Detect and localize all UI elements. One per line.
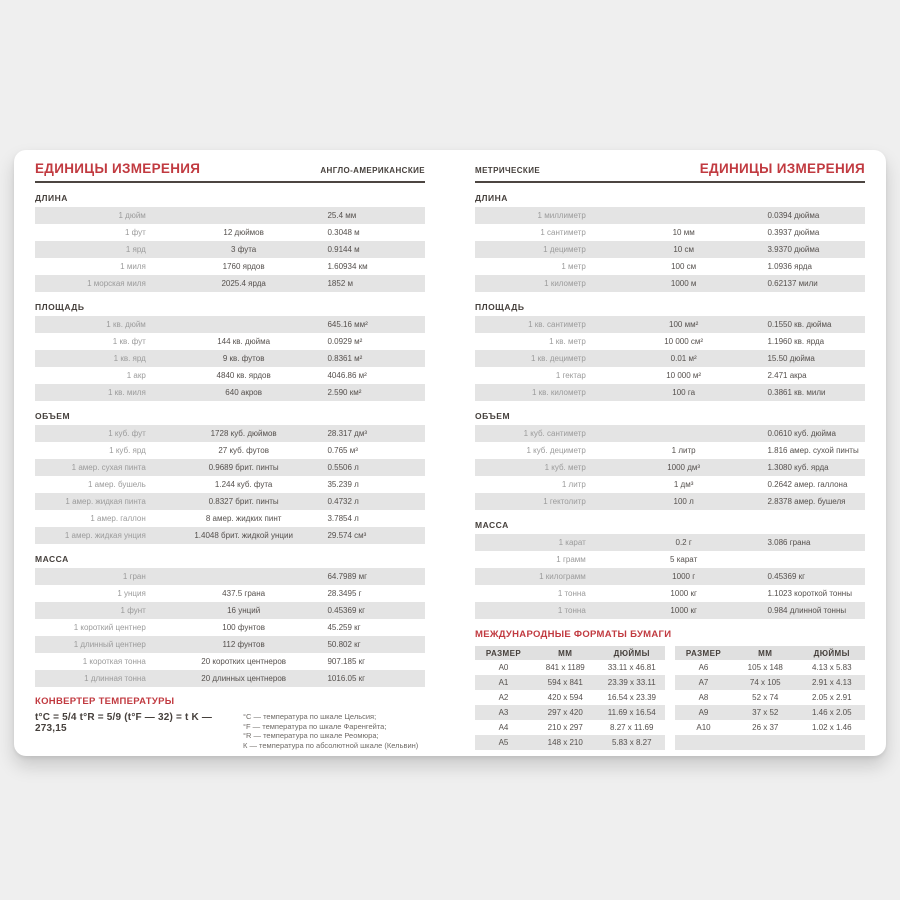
value-cell: 0.2642 амер. галлона [767,480,848,489]
value-cell: 0.9144 м [327,245,360,254]
equivalent-cell: 10 000 см² [664,337,704,346]
value-cell: 1.3080 куб. ярда [767,463,829,472]
section-heading: МАССА [475,520,509,530]
equivalent-cell: 20 коротких центнеров [201,657,287,666]
table-row [475,367,865,384]
unit-cell: 1 миля [120,262,146,271]
temperature-body [35,712,425,750]
table-row [35,619,425,636]
mm-cell: 74 x 105 [749,678,781,687]
value-cell: 0.8361 м² [327,354,363,363]
conversion-table [35,316,425,401]
column-header-mm: ММ [558,648,573,658]
unit-cell: 1 килограмм [539,572,586,581]
value-cell: 28.317 дм³ [327,429,368,438]
mm-cell: 52 x 74 [752,693,779,702]
mm-cell: 105 x 148 [747,663,783,672]
equivalent-cell: 16 унций [227,606,261,615]
inches-cell: 4.13 x 5.83 [811,663,852,672]
section-heading: ДЛИНА [475,193,508,203]
unit-cell: 1 гектолитр [543,497,586,506]
format-cell: A4 [498,723,509,732]
table-row [35,258,425,275]
unit-cell: 1 длинная тонна [84,674,146,683]
table-row [35,602,425,619]
inches-cell: 16.54 x 23.39 [607,693,656,702]
conversion-table [475,534,865,619]
table-row [35,585,425,602]
unit-cell: 1 кв. фут [112,337,146,346]
page-title: ЕДИНИЦЫ ИЗМЕРЕНИЯ [699,161,865,176]
table-row [675,690,865,705]
unit-cell: 1 тонна [557,589,586,598]
table-row [475,720,665,735]
unit-cell: 1 литр [561,480,586,489]
page-title: ЕДИНИЦЫ ИЗМЕРЕНИЯ [35,161,201,176]
unit-cell: 1 кв. дециметр [530,354,586,363]
unit-cell: 1 унция [117,589,146,598]
unit-cell: 1 длинный центнер [73,640,146,649]
unit-cell: 1 кв. миля [107,388,146,397]
paper-table-body [475,660,665,750]
value-cell: 1.1023 короткой тонны [767,589,852,598]
value-cell: 25.4 мм [327,211,357,220]
unit-cell: 1 фут [124,228,146,237]
table-row [475,660,665,675]
inches-cell: 11.69 x 16.54 [607,708,656,717]
equivalent-cell: 1 литр [671,446,696,455]
section-volume-metric [475,401,865,510]
paper-table-a0-a5 [475,646,665,750]
equivalent-cell: 100 л [673,497,694,506]
format-cell: A3 [498,708,509,717]
equivalent-cell: 1.4048 брит. жидкой унции [194,531,293,540]
unit-cell: 1 кв. дюйм [106,320,146,329]
value-cell: 4046.86 м² [327,371,367,380]
unit-cell: 1 куб. фут [108,429,146,438]
paper-formats-heading: МЕЖДУНАРОДНЫЕ ФОРМАТЫ БУМАГИ [475,629,672,640]
section-mass-imperial [35,544,425,687]
conversion-table [475,207,865,292]
inches-cell: 33.11 x 46.81 [607,663,656,672]
unit-cell: 1 карат [558,538,586,547]
section-heading: ОБЪЕМ [475,411,511,421]
table-row [675,675,865,690]
paper-formats [475,619,865,750]
value-cell: 0.4732 л [327,497,359,506]
table-row [35,442,425,459]
table-row [475,476,865,493]
table-row [35,527,425,544]
equivalent-cell: 1000 кг [670,589,697,598]
equivalent-cell: 12 дюймов [223,228,264,237]
unit-cell: 1 метр [561,262,586,271]
table-row [35,367,425,384]
table-row [35,476,425,493]
value-cell: 645.16 мм² [327,320,368,329]
format-cell: A6 [698,663,709,672]
page-left [35,158,425,756]
temperature-formula: t°C = 5/4 t°R = 5/9 (t°F — 32) = t K — 273,15 [35,712,213,734]
table-row [35,224,425,241]
equivalent-cell: 100 мм² [669,320,699,329]
equivalent-cell: 1000 дм³ [667,463,701,472]
temperature-converter [35,687,425,750]
conversion-table [475,425,865,510]
equivalent-cell: 1.244 куб. фута [214,480,273,489]
section-heading: ПЛОЩАДЬ [475,302,525,312]
section-heading: МАССА [35,554,69,564]
value-cell: 0.3861 кв. мили [767,388,826,397]
table-row [35,670,425,687]
value-cell: 64.7989 мг [327,572,368,581]
value-cell: 45.259 кг [327,623,361,632]
table-row [35,459,425,476]
table-row [475,705,665,720]
page-subtitle: АНГЛО-АМЕРИКАНСКИЕ [320,166,425,175]
equivalent-cell: 10 мм [672,228,695,237]
unit-cell: 1 фунт [120,606,146,615]
value-cell: 1.816 амер. сухой пинты [767,446,859,455]
table-row [35,241,425,258]
page-right [475,158,865,756]
inches-cell: 2.91 x 4.13 [811,678,852,687]
unit-cell: 1 кв. сантиметр [528,320,586,329]
mm-cell: 841 x 1189 [545,663,585,672]
table-row [35,510,425,527]
format-cell: A2 [498,693,509,702]
conversion-table [475,316,865,401]
value-cell: 2.8378 амер. бушеля [767,497,846,506]
value-cell: 28.3495 г [327,589,362,598]
equivalent-cell: 9 кв. футов [222,354,265,363]
unit-cell: 1 ярд [125,245,146,254]
value-cell: 0.3048 м [327,228,360,237]
equivalent-cell: 5 карат [670,555,698,564]
table-row [475,425,865,442]
equivalent-cell: 640 акров [225,388,262,397]
value-cell: 0.45369 кг [327,606,366,615]
temperature-note: °F — температура по шкале Фаренгейта; [243,721,387,731]
format-cell: A10 [696,723,711,732]
table-row [475,568,865,585]
mm-cell: 297 x 420 [547,708,583,717]
equivalent-cell: 1000 м [670,279,697,288]
value-cell: 0.1550 кв. дюйма [767,320,832,329]
table-row [475,585,865,602]
value-cell: 0.62137 мили [767,279,818,288]
value-cell: 0.984 длинной тонны [767,606,847,615]
value-cell: 0.0394 дюйма [767,211,820,220]
table-row [675,735,865,750]
table-row [475,602,865,619]
value-cell: 1016.05 кг [327,674,366,683]
value-cell: 2.590 км² [327,388,362,397]
table-row [475,442,865,459]
equivalent-cell: 27 куб. футов [218,446,269,455]
value-cell: 35.239 л [327,480,359,489]
unit-cell: 1 короткий центнер [73,623,146,632]
unit-cell: 1 амер. сухая пинта [71,463,146,472]
table-row [475,241,865,258]
value-cell: 0.5506 л [327,463,359,472]
equivalent-cell: 8 амер. жидких пинт [205,514,282,523]
table-row [475,735,665,750]
planner-spread [14,150,886,756]
unit-cell: 1 куб. сантиметр [523,429,586,438]
equivalent-cell: 0.2 г [675,538,692,547]
mm-cell: 26 x 37 [752,723,779,732]
value-cell: 0.0610 куб. дюйма [767,429,836,438]
equivalent-cell: 3 фута [231,245,257,254]
equivalent-cell: 144 кв. дюйма [217,337,271,346]
column-header-inches: ДЮЙМЫ [613,648,650,658]
unit-cell: 1 дециметр [543,245,586,254]
section-heading: ПЛОЩАДЬ [35,302,85,312]
value-cell: 1.0936 ярда [767,262,812,271]
unit-cell: 1 амер. галлон [90,514,146,523]
conversion-table [35,207,425,292]
section-volume-imperial [35,401,425,544]
temperature-note: °C — температура по шкале Цельсия; [243,712,377,721]
table-row [475,350,865,367]
unit-cell: 1 кв. ярд [113,354,146,363]
unit-cell: 1 короткая тонна [82,657,146,666]
value-cell: 907.185 кг [327,657,366,666]
conversion-table [35,425,425,544]
section-length-imperial [35,183,425,292]
table-row [35,653,425,670]
table-row [475,275,865,292]
unit-cell: 1 сантиметр [540,228,586,237]
table-row [475,384,865,401]
equivalent-cell: 100 га [672,388,696,397]
format-cell: A8 [698,693,709,702]
mm-cell: 420 x 594 [547,693,583,702]
inches-cell: 1.02 x 1.46 [811,723,852,732]
format-cell: A1 [498,678,509,687]
inches-cell: 23.39 x 33.11 [607,678,656,687]
value-cell: 1.60934 км [327,262,368,271]
value-cell: 0.45369 кг [767,572,806,581]
mm-cell: 148 x 210 [547,738,583,747]
conversion-table [35,568,425,687]
table-row [35,350,425,367]
table-row [475,207,865,224]
equivalent-cell: 2025.4 ярда [221,279,266,288]
table-row [35,384,425,401]
unit-cell: 1 дюйм [118,211,146,220]
unit-cell: 1 акр [126,371,146,380]
equivalent-cell: 0.9689 брит. пинты [208,463,279,472]
equivalent-cell: 10 000 м² [666,371,702,380]
inches-cell: 2.05 x 2.91 [811,693,852,702]
page-left-header [35,158,425,176]
table-row [35,316,425,333]
table-row [475,534,865,551]
mm-cell: 594 x 841 [547,678,583,687]
equivalent-cell: 100 см [671,262,697,271]
unit-cell: 1 гран [122,572,146,581]
unit-cell: 1 куб. дециметр [526,446,586,455]
table-row [475,316,865,333]
section-heading: ДЛИНА [35,193,68,203]
equivalent-cell: 112 фунтов [222,640,265,649]
mm-cell: 210 x 297 [547,723,583,732]
equivalent-cell: 1000 кг [670,606,697,615]
paper-table-body [675,660,865,750]
format-cell: A7 [698,678,709,687]
table-row [475,258,865,275]
value-cell: 1.1960 кв. ярда [767,337,825,346]
mm-cell: 37 x 52 [752,708,779,717]
unit-cell: 1 куб. ярд [109,446,146,455]
inches-cell: 1.46 x 2.05 [811,708,852,717]
value-cell: 0.3937 дюйма [767,228,820,237]
unit-cell: 1 грамм [556,555,586,564]
section-length-metric [475,183,865,292]
unit-cell: 1 миллиметр [537,211,586,220]
table-row [475,493,865,510]
table-row [35,207,425,224]
equivalent-cell: 437.5 грана [222,589,266,598]
temperature-note: °R — температура по шкале Реомюра; [243,731,379,740]
section-heading: ОБЪЕМ [35,411,71,421]
table-row [35,333,425,350]
paper-table-a6-a10 [675,646,865,750]
value-cell: 0.0929 м² [327,337,363,346]
equivalent-cell: 1728 куб. дюймов [210,429,277,438]
paper-table-header [475,646,665,660]
value-cell: 1852 м [327,279,354,288]
table-row [675,705,865,720]
table-row [475,333,865,350]
temperature-note: К — температура по абсолютной шкале (Кельвин) [243,740,419,750]
table-row [35,636,425,653]
table-row [475,551,865,568]
value-cell: 50.802 кг [327,640,361,649]
paper-format-tables [475,646,865,750]
section-area-imperial [35,292,425,401]
unit-cell: 1 амер. жидкая унция [64,531,146,540]
value-cell: 3.086 грана [767,538,811,547]
unit-cell: 1 куб. метр [544,463,586,472]
column-header-size: РАЗМЕР [685,648,722,658]
unit-cell: 1 амер. жидкая пинта [65,497,146,506]
table-row [475,675,665,690]
format-cell: A9 [698,708,709,717]
equivalent-cell: 0.8327 брит. пинты [208,497,279,506]
format-cell: A0 [498,663,509,672]
unit-cell: 1 километр [544,279,586,288]
table-row [35,425,425,442]
equivalent-cell: 1760 ярдов [222,262,265,271]
unit-cell: 1 кв. метр [549,337,586,346]
table-row [475,459,865,476]
table-row [35,568,425,585]
unit-cell: 1 тонна [557,606,586,615]
section-area-metric [475,292,865,401]
value-cell: 3.7854 л [327,514,359,523]
unit-cell: 1 амер. бушель [87,480,146,489]
equivalent-cell: 0.01 м² [670,354,697,363]
page-right-header [475,158,865,176]
equivalent-cell: 1 дм³ [673,480,694,489]
section-mass-metric [475,510,865,619]
table-row [475,224,865,241]
equivalent-cell: 4840 кв. ярдов [216,371,271,380]
column-header-size: РАЗМЕР [485,648,522,658]
value-cell: 0.765 м³ [327,446,358,455]
inches-cell: 8.27 x 11.69 [610,723,654,732]
value-cell: 29.574 см³ [327,531,367,540]
unit-cell: 1 кв. километр [531,388,586,397]
table-row [35,275,425,292]
inches-cell: 5.83 x 8.27 [611,738,652,747]
equivalent-cell: 100 фунтов [222,623,266,632]
format-cell: A5 [498,738,509,747]
temperature-heading: КОНВЕРТЕР ТЕМПЕРАТУРЫ [35,696,175,707]
equivalent-cell: 1000 г [672,572,696,581]
page-subtitle: МЕТРИЧЕСКИЕ [475,166,541,175]
table-row [675,660,865,675]
table-row [675,720,865,735]
value-cell: 15.50 дюйма [767,354,815,363]
value-cell: 3.9370 дюйма [767,245,820,254]
equivalent-cell: 10 см [673,245,694,254]
value-cell: 2.471 акра [767,371,807,380]
temperature-notes [243,712,425,750]
paper-table-header [675,646,865,660]
table-row [35,493,425,510]
column-header-mm: ММ [758,648,773,658]
equivalent-cell: 20 длинных центнеров [201,674,287,683]
unit-cell: 1 морская миля [87,279,146,288]
unit-cell: 1 гектар [555,371,586,380]
table-row [475,690,665,705]
column-header-inches: ДЮЙМЫ [813,648,850,658]
